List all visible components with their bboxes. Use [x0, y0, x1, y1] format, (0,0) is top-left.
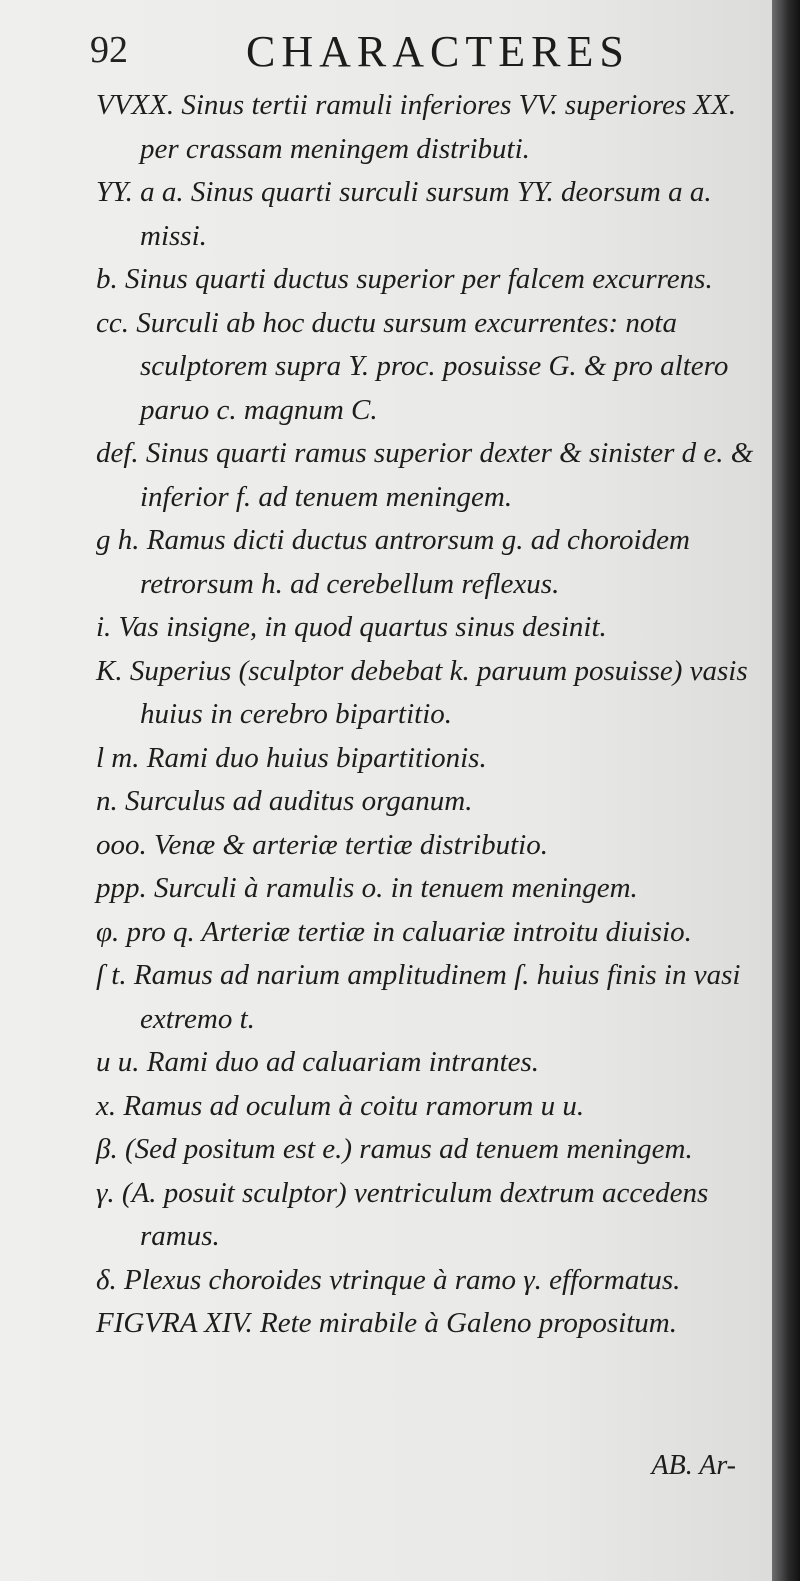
catchword: AB. Ar- — [651, 1450, 736, 1481]
legend-entry: ſ t. Ramus ad narium amplitudinem ſ. huius finis in vasi extremo t. — [96, 959, 741, 1035]
legend-entry: γ. (A. posuit sculptor) ventriculum dextrum accedens ramus. — [96, 1176, 709, 1252]
legend-entries — [96, 84, 764, 1346]
legend-entry: ppp. Surculi à ramulis o. in tenuem meningem. — [96, 872, 638, 904]
legend-entry: b. Sinus quarti ductus superior per falcem excurrens. — [96, 263, 713, 295]
legend-entry: i. Vas insigne, in quod quartus sinus desinit. — [96, 611, 607, 643]
running-title: CHARACTERES — [246, 27, 630, 76]
legend-entry: u u. Rami duo ad caluariam intrantes. — [96, 1046, 540, 1078]
legend-entry: K. Superius (sculptor debebat k. paruum posuisse) vasis huius in cerebro bipartitio. — [96, 654, 748, 730]
legend-entry: l m. Rami duo huius bipartitionis. — [96, 741, 487, 774]
legend-entry: φ. pro q. Arteriæ tertiæ in caluariæ introitu diuisio. — [96, 915, 692, 948]
legend-entry: cc. Surculi ab hoc ductu sursum excurrentes: nota sculptorem supra Y. proc. posuisse G. & pro altero paruo c. magnum C. — [96, 306, 729, 426]
book-gutter-shadow — [772, 0, 800, 1581]
legend-entry: YY. a a. Sinus quarti surculi sursum YY. deorsum a a. missi. — [96, 176, 712, 252]
legend-entry: def. Sinus quarti ramus superior dexter & sinister d e. & inferior f. ad tenuem meningem. — [96, 437, 754, 513]
legend-entry: g h. Ramus dicti ductus antrorsum g. ad choroidem retrorsum h. ad cerebellum reflexus. — [96, 524, 690, 600]
legend-entry: n. Surculus ad auditus organum. — [96, 785, 473, 817]
page-header — [86, 22, 766, 92]
page-number: 92 — [90, 29, 128, 71]
legend-entry: ooo. Venæ & arteriæ tertiæ distributio. — [96, 828, 548, 861]
legend-entry: FIGVRA XIV. Rete mirabile à Galeno propositum. — [96, 1307, 677, 1339]
legend-entry: β. (Sed positum est e.) ramus ad tenuem meningem. — [96, 1133, 693, 1165]
legend-entry: x. Ramus ad oculum à coitu ramorum u u. — [96, 1089, 585, 1122]
legend-entry: δ. Plexus choroides vtrinque à ramo γ. efformatus. — [96, 1263, 681, 1296]
legend-entry: VVXX. Sinus tertii ramuli inferiores VV. superiores XX. per crassam meningem distributi. — [96, 89, 737, 165]
